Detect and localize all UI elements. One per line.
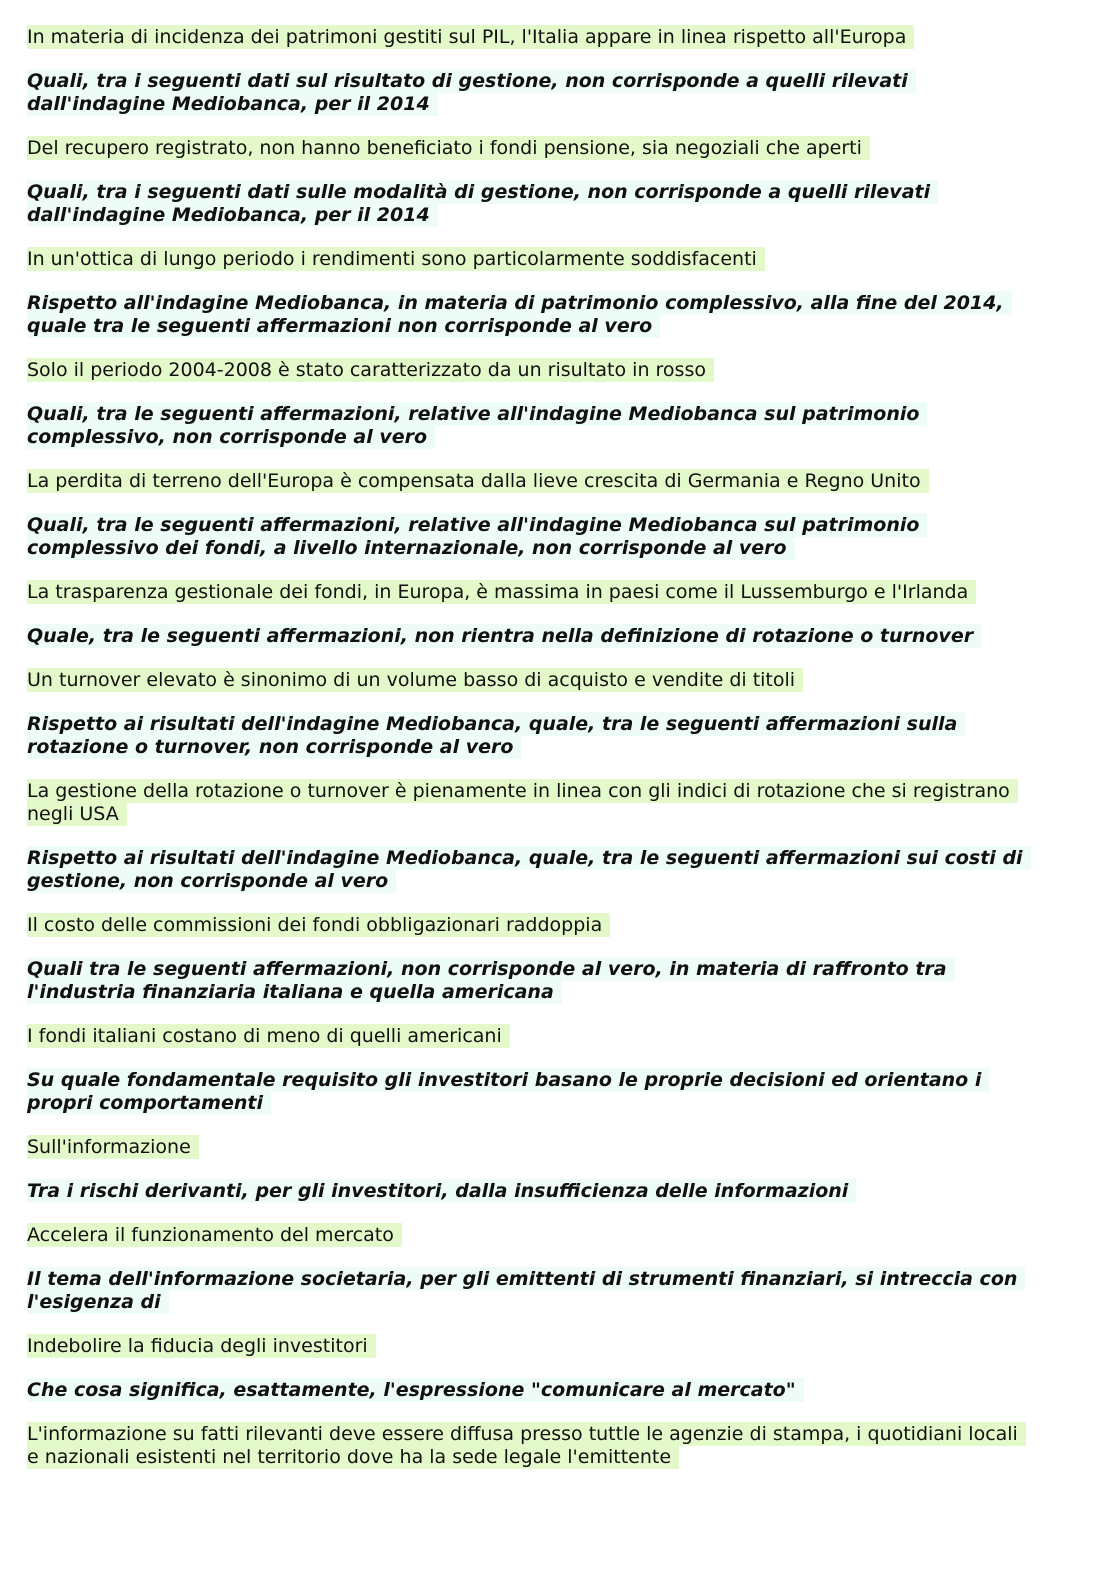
answer-text: Un turnover elevato è sinonimo di un volume basso di acquisto e vendite di titoli [27,669,1027,692]
answer-text: La gestione della rotazione o turnover è pienamente in linea con gli indici di rotazione che si registrano negli USA [27,780,1027,826]
question-text: Quali tra le seguenti affermazioni, non corrisponde al vero, in materia di raffronto tra l'industria finanziaria italiana e quella americana [27,958,1027,1004]
question-text: Che cosa significa, esattamente, l'espressione "comunicare al mercato" [27,1379,1027,1402]
question-text: Tra i rischi derivanti, per gli investitori, dalla insufficienza delle informazioni [27,1180,1027,1203]
answer-text: In materia di incidenza dei patrimoni gestiti sul PIL, l'Italia appare in linea rispetto all'Europa [27,26,1027,49]
answer-text: I fondi italiani costano di meno di quelli americani [27,1025,1027,1048]
question-text: Quali, tra i seguenti dati sulle modalità di gestione, non corrisponde a quelli rilevati dall'indagine Mediobanca, per il 2014 [27,181,1027,227]
question-text: Il tema dell'informazione societaria, per gli emittenti di strumenti finanziari, si intreccia con l'esigenza di [27,1268,1027,1314]
question-text: Quali, tra le seguenti affermazioni, relative all'indagine Mediobanca sul patrimonio complessivo dei fondi, a livello internazionale, non corrisponde al vero [27,514,1027,560]
answer-text: Solo il periodo 2004-2008 è stato caratterizzato da un risultato in rosso [27,359,1027,382]
question-text: Rispetto all'indagine Mediobanca, in materia di patrimonio complessivo, alla fine del 2014, quale tra le seguenti affermazioni non corrisponde al vero [27,292,1027,338]
answer-text: Accelera il funzionamento del mercato [27,1224,1027,1247]
answer-text: Indebolire la fiducia degli investitori [27,1335,1027,1358]
answer-text: L'informazione su fatti rilevanti deve essere diffusa presso tuttle le agenzie di stampa, i quotidiani locali e nazionali esistenti nel territorio dove ha la sede legale l'emittente [27,1423,1027,1469]
answer-text: La trasparenza gestionale dei fondi, in Europa, è massima in paesi come il Lussemburgo e l'Irlanda [27,581,1027,604]
question-text: Quale, tra le seguenti affermazioni, non rientra nella definizione di rotazione o turnover [27,625,1027,648]
answer-text: In un'ottica di lungo periodo i rendimenti sono particolarmente soddisfacenti [27,248,1027,271]
answer-text: Sull'informazione [27,1136,1027,1159]
answer-text: Il costo delle commissioni dei fondi obbligazionari raddoppia [27,914,1027,937]
answer-text: La perdita di terreno dell'Europa è compensata dalla lieve crescita di Germania e Regno Unito [27,470,1027,493]
question-text: Rispetto ai risultati dell'indagine Mediobanca, quale, tra le seguenti affermazioni sulla rotazione o turnover, non corrisponde al vero [27,713,1027,759]
question-text: Quali, tra i seguenti dati sul risultato di gestione, non corrisponde a quelli rilevati dall'indagine Mediobanca, per il 2014 [27,70,1027,116]
document-page [27,26,1027,1469]
question-text: Rispetto ai risultati dell'indagine Mediobanca, quale, tra le seguenti affermazioni sui costi di gestione, non corrisponde al vero [27,847,1027,893]
question-text: Quali, tra le seguenti affermazioni, relative all'indagine Mediobanca sul patrimonio complessivo, non corrisponde al vero [27,403,1027,449]
question-text: Su quale fondamentale requisito gli investitori basano le proprie decisioni ed orientano i propri comportamenti [27,1069,1027,1115]
answer-text: Del recupero registrato, non hanno beneficiato i fondi pensione, sia negoziali che aperti [27,137,1027,160]
